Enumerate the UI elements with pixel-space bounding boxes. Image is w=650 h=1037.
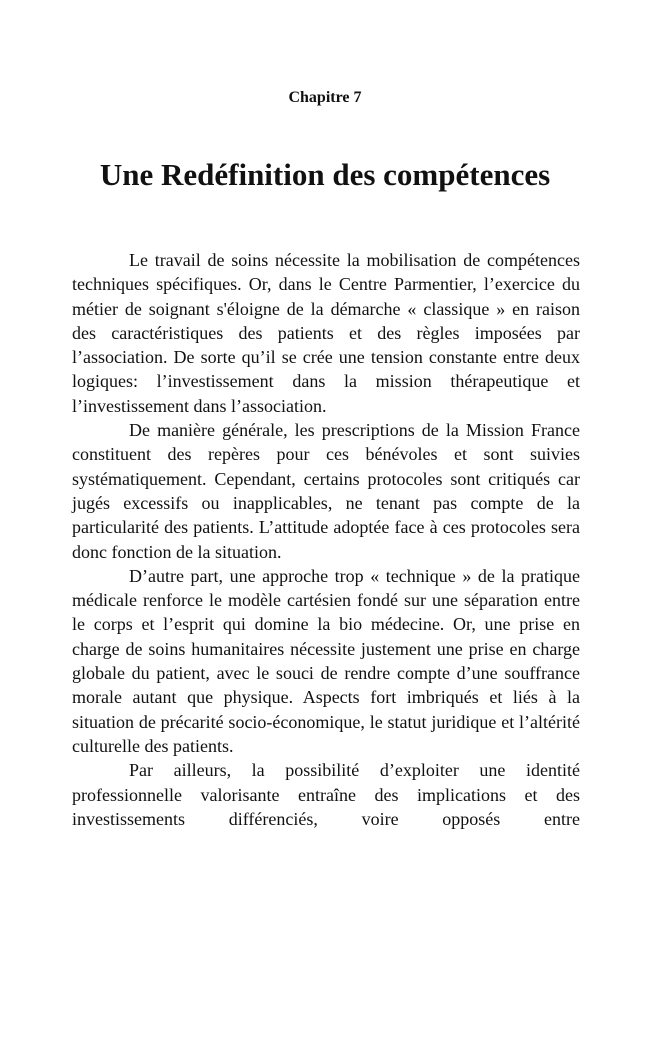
chapter-label: Chapitre 7 — [288, 89, 362, 106]
paragraph-2: De manière générale, les prescriptions de la Mission France constituent des repères pour ces bénévoles et sont suivies systématiquement. Cependant, certains protocoles sont critiqués car jugés excessifs ou inapplicables, ne tenant pas compte de la particularité des patients. L’attitude adoptée face à ces protocoles sera donc fonction de la situation. — [72, 420, 580, 562]
chapter-title: Une Redéfinition des compétences — [99, 157, 551, 192]
paragraph-3: D’autre part, une approche trop « technique » de la pratique médicale renforce le modèle cartésien fondé sur une séparation entre le corps et l’esprit qui domine la bio médecine. Or, une prise en charge de soins humanitaires nécessite justement une prise en charge globale du patient, avec le souci de rendre compte d’une souffrance morale autant que physique. Aspects fort imbriqués et liés à la situation de précarité socio-économique, le statut juridique et l’altérité culturelle des patients. — [72, 565, 580, 756]
body-text — [72, 248, 580, 831]
paragraph-1: Le travail de soins nécessite la mobilisation de compétences techniques spécifiques. Or, dans le Centre Parmentier, l’exercice du métier de soignant s'éloigne de la démarche « classique » en raison des caractéristiques des patients et des règles imposées par l’association. De sorte qu’il se crée une tension constante entre deux logiques: l’investissement dans la mission thérapeutique et l’investissement dans l’association. — [72, 250, 580, 416]
paragraph-4: Par ailleurs, la possibilité d’exploiter une identité professionnelle valorisante entraîne des implications et des investissements différenciés, voire opposés entre — [72, 760, 580, 829]
